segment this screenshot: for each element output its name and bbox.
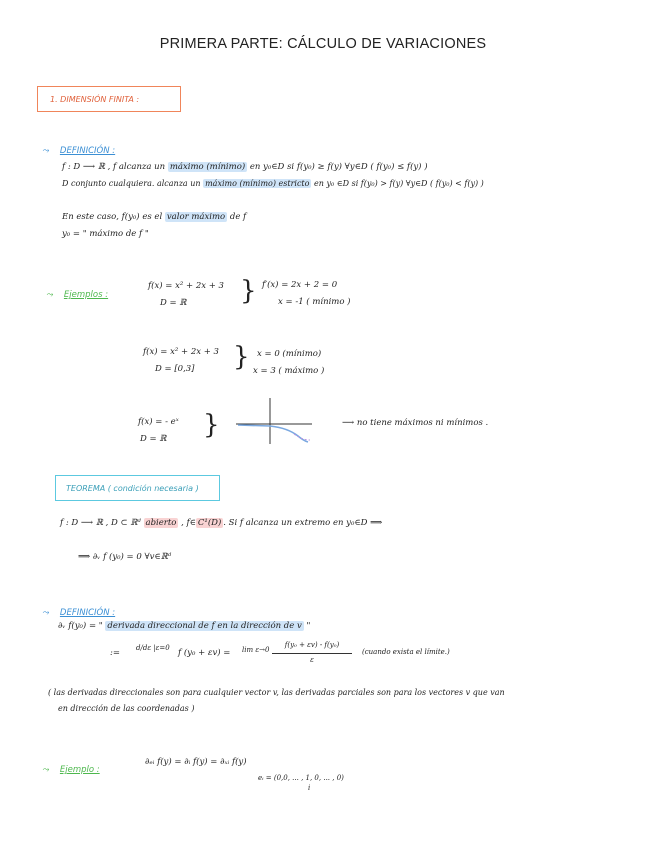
brace-icon: } [203, 410, 220, 440]
brace-icon: } [233, 342, 250, 372]
def2-condition: (cuando exista el límite.) [362, 648, 450, 656]
squiggle-arrow-icon: ⤳ [42, 608, 49, 618]
ex1-domain: D = ℝ [160, 298, 187, 308]
ex2-domain: D = [0,3] [155, 364, 195, 374]
def2-note-1: ( las derivadas direccionales son para cualquier vector v, las derivadas parciales son para los vectores v que van [48, 688, 505, 697]
exp-graph-sketch [232, 396, 322, 448]
ex1-function: f(x) = x² + 2x + 3 [148, 281, 224, 291]
brace-icon: } [240, 276, 257, 306]
def1-line-3: En este caso, f(y₀) es el valor máximo de f [62, 212, 247, 222]
ex3-domain: D = ℝ [140, 434, 167, 444]
def2-derivative-operator: d/dε |ε=0 [136, 644, 170, 652]
def1-line-4: y₀ = " máximo de f " [62, 229, 149, 239]
def2-line-1: ∂ᵥ f(y₀) = " derivada direccional de f en la dirección de v " [58, 621, 311, 631]
def1-line-2: D conjunto cualquiera. alcanza un máximo (mínimo) estricto en y₀ ∈D si f(y₀) > f(y) ∀y∈D ( f(y₀) < f(y) ) [62, 179, 484, 188]
def2-limit: lim ε→0 [242, 646, 270, 654]
teorema-line-2: ⟹ ∂ᵥ f (y₀) = 0 ∀v∈ℝᵈ [78, 552, 172, 562]
ejemplo-line-1: ∂ₑᵢ f(y) = ∂ᵢ f(y) = ∂ₓᵢ f(y) [145, 757, 247, 767]
definition-heading-1 [42, 138, 115, 157]
ex1-result-2: x = -1 ( mínimo ) [278, 297, 351, 307]
def2-fraction-numerator: f(y₀ + εv) - f(y₀) [284, 641, 340, 649]
definition-label: DEFINICIÓN : [59, 146, 116, 156]
fraction-bar [272, 653, 352, 654]
ex2-result-2: x = 3 ( máximo ) [253, 366, 325, 376]
def1-line-1: f : D ⟶ ℝ , f alcanza un máximo (mínimo) en y₀∈D si f(y₀) ≥ f(y) ∀y∈D ( f(y₀) ≤ f(y) ) [62, 162, 428, 172]
definition-heading-2: ⤳ DEFINICIÓN : [42, 608, 116, 618]
highlight-c1: C¹(D) [197, 518, 222, 528]
ex1-result-1: f′(x) = 2x + 2 = 0 [262, 280, 338, 290]
ex2-result-1: x = 0 (mínimo) [257, 349, 322, 359]
def2-line-2-expr: f (y₀ + εv) = [178, 648, 231, 658]
highlight-maximo-estricto: máximo (mínimo) estricto [205, 179, 310, 188]
examples-heading: ⤳ Ejemplos : [46, 290, 109, 300]
highlight-maximo: máximo (mínimo) [169, 162, 246, 172]
def2-fraction-denominator: ε [310, 656, 314, 664]
ex3-result: ⟶ no tiene máximos ni mínimos . [342, 418, 489, 428]
squiggle-arrow-icon: ⤳ [42, 146, 49, 156]
ejemplo-line-2-index: i [308, 784, 311, 792]
squiggle-arrow-icon: ⤳ [46, 290, 53, 300]
def2-line-2-assign: := [110, 648, 120, 658]
ex2-function: f(x) = x² + 2x + 3 [143, 347, 219, 357]
ejemplo-heading: ⤳ Ejemplo : [42, 765, 100, 775]
squiggle-arrow-icon: ⤳ [42, 765, 49, 775]
highlight-valor-maximo: valor máximo [166, 212, 226, 222]
def2-note-2: en dirección de las coordenadas ) [58, 704, 195, 713]
section-dimension-finita: 1. DIMENSIÓN FINITA : [37, 86, 181, 112]
highlight-abierto: abierto [145, 518, 177, 528]
page-title: PRIMERA PARTE: CÁLCULO DE VARIACIONES [159, 36, 487, 52]
teorema-line-1: f : D ⟶ ℝ , D ⊂ ℝᵈ abierto , f∈ C¹(D) . Si f alcanza un extremo en y₀∈D ⟹ [60, 518, 383, 528]
ex3-function: f(x) = - eˣ [138, 417, 179, 427]
highlight-derivada-direccional: derivada direccional de f en la dirección de v [107, 621, 302, 631]
teorema-box: TEOREMA ( condición necesaria ) [55, 475, 220, 501]
ejemplo-line-2: eᵢ = (0,0, ... , 1, 0, ... , 0) [258, 774, 344, 782]
